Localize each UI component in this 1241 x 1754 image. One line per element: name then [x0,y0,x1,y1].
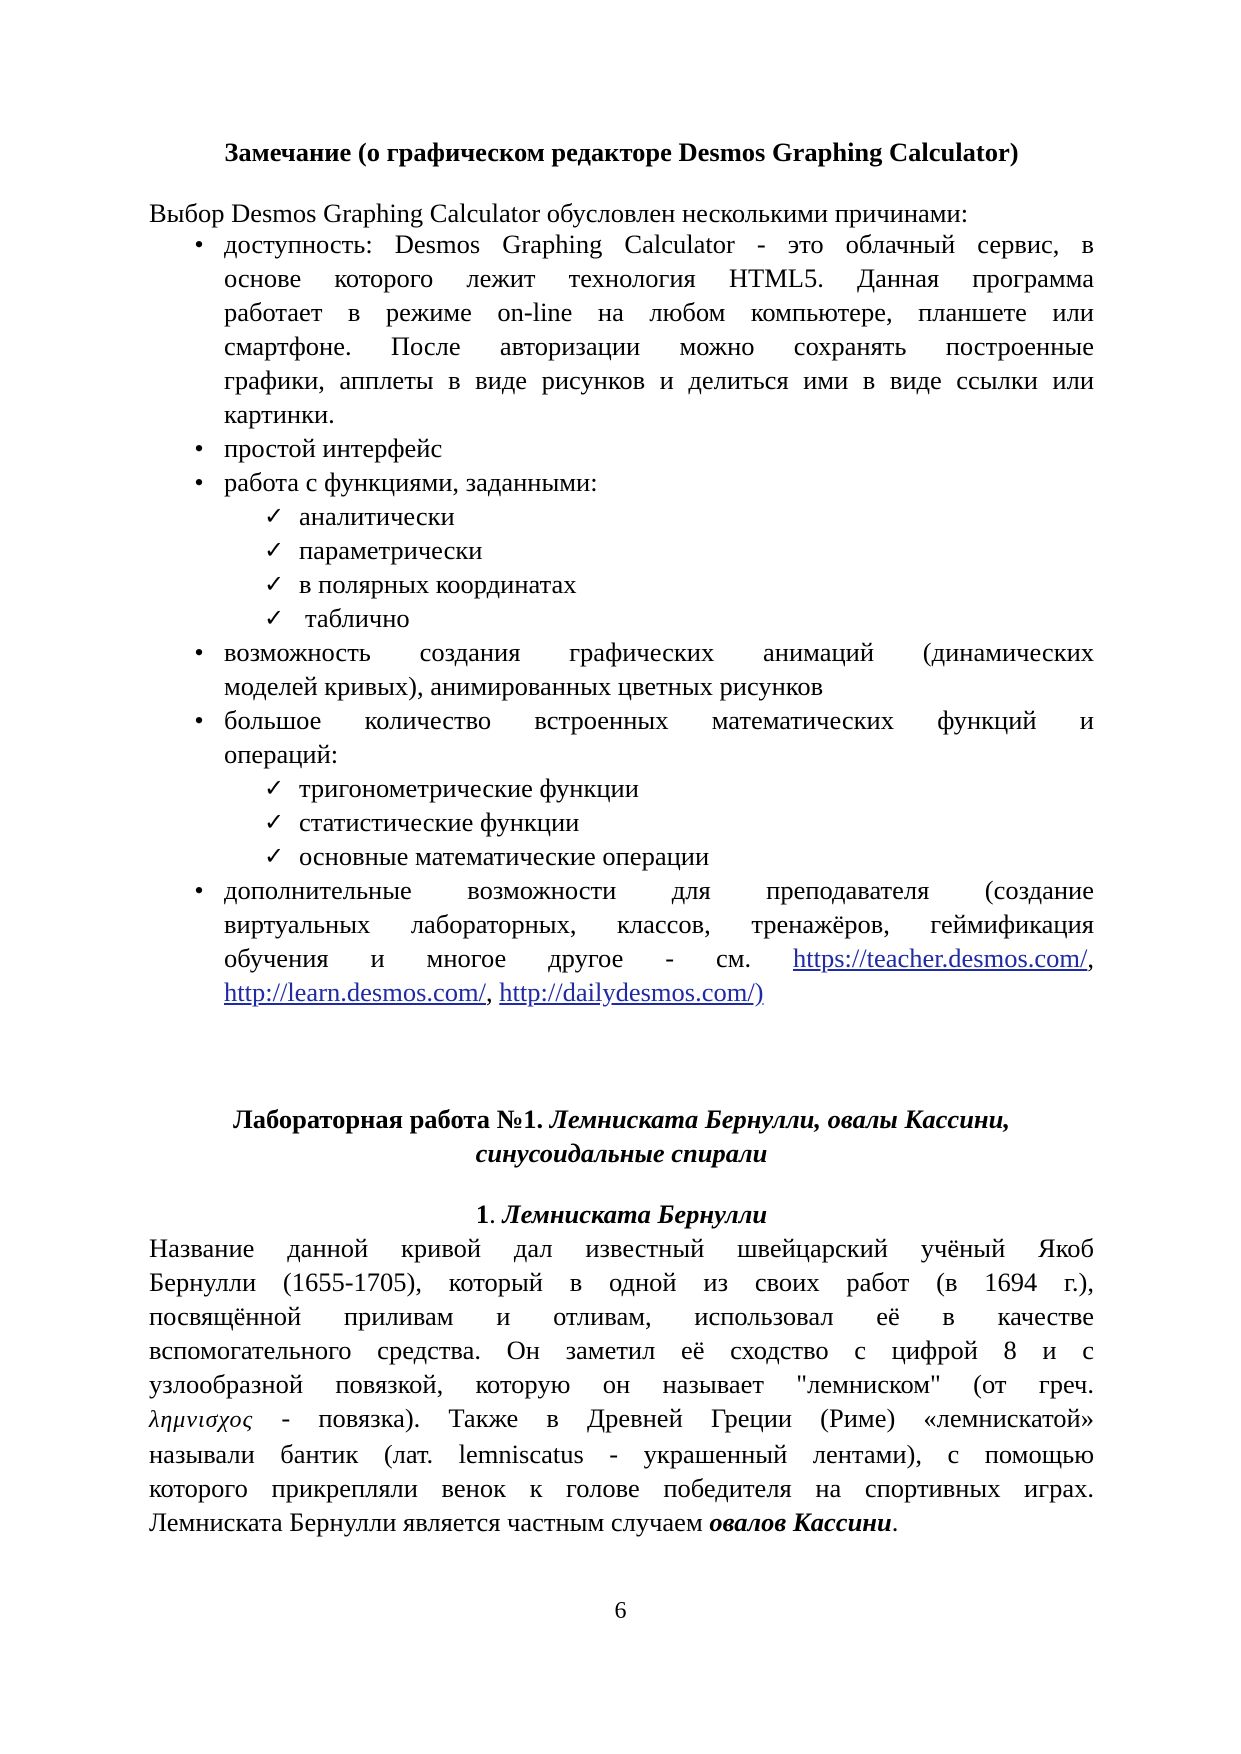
list-item-teacher [149,873,1094,1009]
greek-word: λημνισχος [149,1407,254,1433]
check-item-label: тригонометрические функции [299,773,639,803]
text-line: работа с функциями, заданными: [224,467,598,497]
text-line: возможность создания графических анимаций (динамических [224,637,1094,667]
text-line: операций: [224,739,339,769]
checkmark-icon: ✓ [263,808,285,836]
page-number: 6 [614,1598,627,1624]
text-line [149,1401,1094,1437]
check-item [149,805,1094,839]
check-item-label: основные математические операции [299,841,710,871]
check-item [149,771,1094,805]
text-line: доступность: Desmos Graphing Calculator - это облачный сервис, в [224,229,1094,259]
lab-title [149,1102,1094,1170]
list-item-interface [149,431,1094,465]
text-line: вспомогательного средства. Он заметил её сходство с цифрой 8 и с [149,1335,1094,1365]
text-line: Бернулли (1655-1705), который в одной из своих работ (в 1694 г.), [149,1267,1094,1297]
section-number: 1 [475,1199,490,1229]
bullet-icon: • [194,467,204,497]
text-line-with-link [224,941,1094,975]
separator: , [486,977,500,1007]
text-fragment: Лемниската Бернулли является частным случаем [149,1507,710,1537]
math-sublist [149,771,1094,873]
check-item [149,499,1094,533]
list-item-animation [149,635,1094,703]
check-item-label: параметрически [299,535,483,565]
checkmark-icon: ✓ [263,570,285,598]
text-line: простой интерфейс [224,433,443,463]
text-line: посвящённой приливам и отливам, использовал её в качестве [149,1301,1094,1331]
list-item-functions [149,465,1094,499]
text-line: графики, апплеты в виде рисунков и делиться ими в виде ссылки или [224,365,1094,395]
dailydesmos-link[interactable]: http://dailydesmos.com/) [499,977,764,1007]
section-paragraph [149,1231,1094,1539]
checkmark-icon: ✓ [263,842,285,870]
checkmark-icon: ✓ [263,774,285,802]
text-line: работает в режиме on-line на любом компьютере, планшете или [224,297,1094,327]
checkmark-icon: ✓ [263,502,285,530]
text-line: смартфоне. После авторизации можно сохранять построенные [224,331,1094,361]
check-item [149,533,1094,567]
text-line: виртуальных лабораторных, классов, тренажёров, геймификация [224,909,1094,939]
check-item [149,601,1094,635]
text-line: моделей кривых), анимированных цветных рисунков [224,671,824,701]
remark-intro: Выбор Desmos Graphing Calculator обусловлен несколькими причинами: [149,198,969,228]
check-item-label: аналитически [299,501,455,531]
checkmark-icon: ✓ [263,536,285,564]
remark-title: Замечание (о графическом редакторе Desmos Graphing Calculator) [224,137,1019,167]
checkmark-icon: ✓ [263,604,285,632]
comma: , [1087,943,1094,973]
bullet-icon: • [194,637,204,667]
list-item-availability [149,227,1094,431]
check-item [149,567,1094,601]
teacher-desmos-link[interactable]: https://teacher.desmos.com/ [792,943,1088,973]
bullet-icon: • [194,229,204,259]
text-line: называли бантик (лат. lemniscatus - украшенный лентами), с помощью [149,1439,1094,1469]
bullet-icon: • [194,705,204,735]
text-line: узлообразной повязкой, которую он называет "лемниском" (от греч. [149,1369,1094,1399]
remark-list [149,227,1094,1009]
check-item-label: в полярных координатах [299,569,577,599]
list-item-math [149,703,1094,771]
text-line: Название данной кривой дал известный швейцарский учёный Якоб [149,1233,1094,1263]
cassini-term: овалов Кассини [709,1507,892,1537]
text-fragment: - повязка). Также в Древней Греции (Риме) «лемнискатой» [253,1403,1094,1433]
learn-desmos-link[interactable]: http://learn.desmos.com/ [224,977,487,1007]
text-line: дополнительные возможности для преподавателя (создание [224,875,1094,905]
text-line: которого прикрепляли венок к голове победителя на спортивных играх. [149,1473,1094,1503]
text-line [149,1505,1094,1539]
bullet-icon: • [194,433,204,463]
teacher-text: обучения и многое другое - см. [224,943,793,973]
functions-sublist [149,499,1094,635]
check-item-label: таблично [305,603,410,633]
section-title: Лемниската Бернулли [502,1199,768,1229]
text-fragment: . [891,1507,899,1537]
links-line [224,975,1094,1009]
bullet-icon: • [194,875,204,905]
text-line: основе которого лежит технология HTML5. Данная программа [224,263,1094,293]
lab-title-italic: Лемниската Бернулли, овалы Кассини, [549,1104,1011,1134]
lab-title-bold: Лабораторная работа №1. [232,1104,544,1134]
check-item [149,839,1094,873]
section-heading [149,1197,1094,1231]
text-line: картинки. [224,399,335,429]
lab-title-italic-2: синусоидальные спирали [475,1138,768,1168]
text-line: большое количество встроенных математических функций и [224,705,1094,735]
section-dot: . [489,1199,503,1229]
check-item-label: статистические функции [299,807,580,837]
